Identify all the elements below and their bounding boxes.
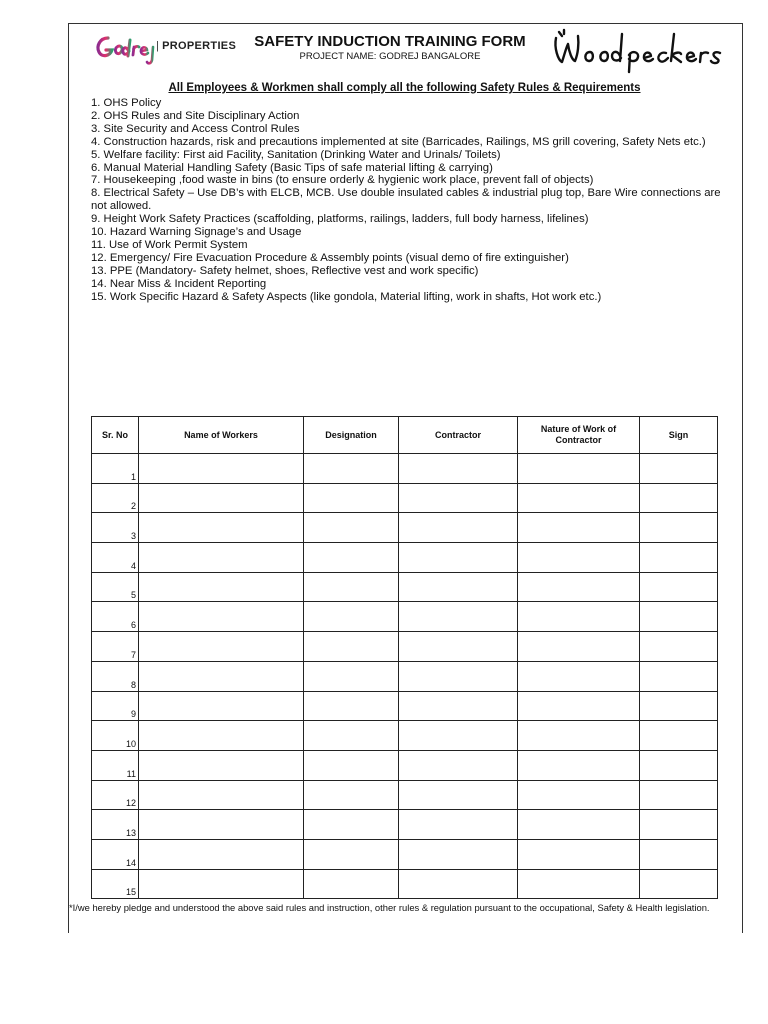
nature-of-work-cell[interactable] <box>518 721 640 751</box>
designation-cell[interactable] <box>304 632 399 662</box>
table-row <box>92 750 718 780</box>
nature-of-work-cell[interactable] <box>518 632 640 662</box>
table-row <box>92 602 718 632</box>
designation-cell[interactable] <box>304 454 399 484</box>
sign-cell[interactable] <box>640 513 718 543</box>
worker-name-cell[interactable] <box>139 602 304 632</box>
sr-no-cell: 2 <box>92 483 139 513</box>
designation-cell[interactable] <box>304 839 399 869</box>
col-sign: Sign <box>640 417 718 454</box>
nature-of-work-cell[interactable] <box>518 839 640 869</box>
nature-of-work-cell[interactable] <box>518 750 640 780</box>
contractor-cell[interactable] <box>399 721 518 751</box>
rule-item: 5. Welfare facility: First aid Facility, Sanitation (Drinking Water and Urinals/ Toilets) <box>91 148 501 161</box>
contractor-cell[interactable] <box>399 691 518 721</box>
sign-cell[interactable] <box>640 454 718 484</box>
table-row <box>92 572 718 602</box>
table-row <box>92 661 718 691</box>
sign-cell[interactable] <box>640 839 718 869</box>
worker-name-cell[interactable] <box>139 721 304 751</box>
properties-wordmark: | PROPERTIES <box>156 40 236 52</box>
pledge-statement: *I/we hereby pledge and understood the above said rules and instruction, other rules & regulation pursuant to the occupational, Safety & Health legislation. <box>69 902 710 913</box>
sr-no-cell: 10 <box>92 721 139 751</box>
godrej-script-logo-icon <box>94 30 158 66</box>
contractor-cell[interactable] <box>399 543 518 573</box>
nature-of-work-cell[interactable] <box>518 869 640 899</box>
sr-no-cell: 11 <box>92 750 139 780</box>
sign-cell[interactable] <box>640 691 718 721</box>
contractor-cell[interactable] <box>399 750 518 780</box>
sr-no-cell: 6 <box>92 602 139 632</box>
contractor-cell[interactable] <box>399 602 518 632</box>
sr-no-cell: 12 <box>92 780 139 810</box>
sign-cell[interactable] <box>640 810 718 840</box>
nature-of-work-cell[interactable] <box>518 661 640 691</box>
table-row <box>92 543 718 573</box>
rule-item: 10. Hazard Warning Signage’s and Usage <box>91 226 302 239</box>
worker-name-cell[interactable] <box>139 454 304 484</box>
contractor-cell[interactable] <box>399 839 518 869</box>
nature-of-work-cell[interactable] <box>518 543 640 573</box>
nature-of-work-cell[interactable] <box>518 780 640 810</box>
table-row <box>92 780 718 810</box>
sign-cell[interactable] <box>640 483 718 513</box>
table-row <box>92 483 718 513</box>
rule-item: 12. Emergency/ Fire Evacuation Procedure & Assembly points (visual demo of fire extinguisher) <box>91 251 569 264</box>
table-row <box>92 721 718 751</box>
sign-cell[interactable] <box>640 661 718 691</box>
project-name: PROJECT NAME: GODREJ BANGALORE <box>299 51 481 62</box>
rule-item: 6. Manual Material Handling Safety (Basic Tips of safe material lifting & carrying) <box>91 161 493 174</box>
rule-item: 3. Site Security and Access Control Rules <box>91 122 300 135</box>
col-sr-no: Sr. No <box>92 417 139 454</box>
table-row <box>92 454 718 484</box>
contractor-cell[interactable] <box>399 483 518 513</box>
designation-cell[interactable] <box>304 572 399 602</box>
rule-item: 11. Use of Work Permit System <box>91 238 248 251</box>
sign-cell[interactable] <box>640 543 718 573</box>
contractor-cell[interactable] <box>399 780 518 810</box>
nature-of-work-cell[interactable] <box>518 602 640 632</box>
sr-no-cell: 15 <box>92 869 139 899</box>
contractor-cell[interactable] <box>399 513 518 543</box>
col-contractor: Contractor <box>399 417 518 454</box>
rule-item: 7. Housekeeping ,food waste in bins (to ensure orderly & hygienic work place, prevent fall of objects) <box>91 174 594 187</box>
rule-item: 4. Construction hazards, risk and precautions implemented at site (Barricades, Railings, MS grill covering, Safety Nets etc.) <box>91 135 706 148</box>
table-row <box>92 839 718 869</box>
worker-name-cell[interactable] <box>139 661 304 691</box>
worker-name-cell[interactable] <box>139 869 304 899</box>
sr-no-cell: 3 <box>92 513 139 543</box>
nature-of-work-cell[interactable] <box>518 691 640 721</box>
sign-cell[interactable] <box>640 780 718 810</box>
rule-item: 8. Electrical Safety – Use DB’s with ELCB, MCB. Use double insulated cables & industrial plug top, Bare Wire connections are not allowed. <box>91 187 721 213</box>
woodpeckers-script-logo-icon <box>550 28 725 78</box>
table-row <box>92 869 718 899</box>
rule-item: 15. Work Specific Hazard & Safety Aspects (like gondola, Material lifting, work in shafts, Hot work etc.) <box>91 290 602 303</box>
designation-cell[interactable] <box>304 483 399 513</box>
sign-cell[interactable] <box>640 602 718 632</box>
table-row <box>92 513 718 543</box>
contractor-cell[interactable] <box>399 572 518 602</box>
table-row <box>92 691 718 721</box>
designation-cell[interactable] <box>304 691 399 721</box>
sr-no-cell: 8 <box>92 661 139 691</box>
table-header-row <box>92 417 718 454</box>
rule-item: 9. Height Work Safety Practices (scaffolding, platforms, railings, ladders, full body harness, lifelines) <box>91 213 589 226</box>
worker-roster-table <box>91 416 718 899</box>
sr-no-cell: 4 <box>92 543 139 573</box>
designation-cell[interactable] <box>304 780 399 810</box>
worker-name-cell[interactable] <box>139 543 304 573</box>
designation-cell[interactable] <box>304 750 399 780</box>
rule-item: 14. Near Miss & Incident Reporting <box>91 277 267 290</box>
table-row <box>92 810 718 840</box>
worker-name-cell[interactable] <box>139 513 304 543</box>
sr-no-cell: 7 <box>92 632 139 662</box>
col-name-of-workers: Name of Workers <box>139 417 304 454</box>
nature-of-work-cell[interactable] <box>518 483 640 513</box>
rule-item: 13. PPE (Mandatory- Safety helmet, shoes, Reflective vest and work specific) <box>91 264 479 277</box>
col-designation: Designation <box>304 417 399 454</box>
contractor-cell[interactable] <box>399 810 518 840</box>
table-row <box>92 632 718 662</box>
nature-of-work-cell[interactable] <box>518 572 640 602</box>
sr-no-cell: 14 <box>92 839 139 869</box>
sign-cell[interactable] <box>640 750 718 780</box>
rule-item: 2. OHS Rules and Site Disciplinary Action <box>91 109 300 122</box>
sign-cell[interactable] <box>640 572 718 602</box>
nature-of-work-cell[interactable] <box>518 513 640 543</box>
form-header <box>240 33 540 63</box>
worker-name-cell[interactable] <box>139 780 304 810</box>
worker-name-cell[interactable] <box>139 810 304 840</box>
col-nature-of-work: Nature of Work of Contractor <box>518 417 640 454</box>
form-title: SAFETY INDUCTION TRAINING FORM <box>254 33 526 50</box>
contractor-cell[interactable] <box>399 632 518 662</box>
sr-no-cell: 1 <box>92 454 139 484</box>
safety-rules-list <box>91 97 737 304</box>
nature-of-work-cell[interactable] <box>518 454 640 484</box>
contractor-cell[interactable] <box>399 869 518 899</box>
worker-name-cell[interactable] <box>139 572 304 602</box>
designation-cell[interactable] <box>304 513 399 543</box>
nature-of-work-cell[interactable] <box>518 810 640 840</box>
designation-cell[interactable] <box>304 602 399 632</box>
designation-cell[interactable] <box>304 869 399 899</box>
godrej-properties-logo <box>94 30 237 68</box>
sr-no-cell: 9 <box>92 691 139 721</box>
designation-cell[interactable] <box>304 721 399 751</box>
rule-item: 1. OHS Policy <box>91 97 162 109</box>
sr-no-cell: 13 <box>92 810 139 840</box>
worker-name-cell[interactable] <box>139 691 304 721</box>
designation-cell[interactable] <box>304 810 399 840</box>
worker-name-cell[interactable] <box>139 839 304 869</box>
worker-name-cell[interactable] <box>139 483 304 513</box>
roster-body <box>92 454 718 899</box>
contractor-cell[interactable] <box>399 454 518 484</box>
sign-cell[interactable] <box>640 632 718 662</box>
contractor-cell[interactable] <box>399 661 518 691</box>
sign-cell[interactable] <box>640 869 718 899</box>
woodpeckers-logo <box>550 28 725 78</box>
worker-name-cell[interactable] <box>139 750 304 780</box>
rules-heading: All Employees & Workmen shall comply all the following Safety Rules & Requirements <box>168 82 641 94</box>
designation-cell[interactable] <box>304 543 399 573</box>
sr-no-cell: 5 <box>92 572 139 602</box>
designation-cell[interactable] <box>304 661 399 691</box>
worker-name-cell[interactable] <box>139 632 304 662</box>
sign-cell[interactable] <box>640 721 718 751</box>
